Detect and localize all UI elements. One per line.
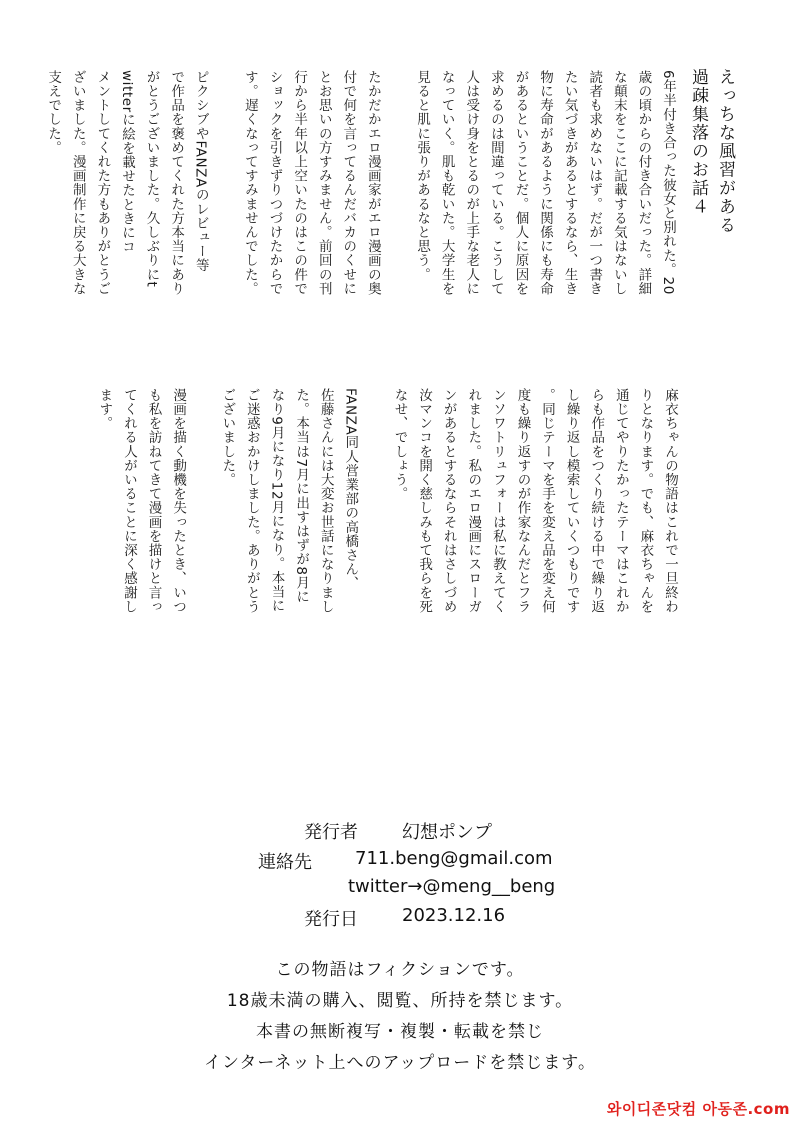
contact-email: 711.beng@gmail.com [355, 848, 553, 869]
afterword-text-top: 6年半付き合った彼女と別れた。20 歳の頃からの付き合いだった。詳細 な顛末をここに記載する気はないし 読者も求めないはず。だが一つ書き たい気づきがあるとするなら、生き 物に寿命があるように関係にも寿命 があるということだ。個人に原因を 求めるのは間違っている。こうして 人は受け身をとるのが上手な老人に なっていく。肌も乾いた。大学生を 見ると肌に張りがあるなと思う。 たかだかエロ漫画家がエロ漫画の奥 付で何を言ってるんだバカのくせに とお思いの方すみません。前回の刊 行から半年以上空いたのはこの件で ショックを引きずりつづけたからで す。遅くなってすみませんでした。 ピクシブやFANZAのレビュー等 で作品を褒めてくれた方本当にあり がとうございました。久しぶりにt witterに絵を載せたときにコ メントしてくれた方もありがとうご ざいました。漫画制作に戻る大きな 支えでした。 [45, 70, 676, 296]
watermark: 와이디존닷컴 아동존.com [606, 1100, 790, 1118]
contact-label: 連絡先 [258, 852, 312, 873]
legal-notices [0, 955, 800, 1079]
publisher-label: 発行者 [304, 822, 358, 843]
afterword-title: えっちな風習がある 過疎集落のお話４ [688, 68, 735, 235]
notice-fiction: この物語はフィクションです。 [275, 960, 525, 980]
notice-no-copy: 本書の無断複写・複製・転載を禁じ [256, 1022, 544, 1042]
date-value: 2023.12.16 [402, 905, 506, 926]
contact-twitter: twitter→@meng__beng [348, 876, 556, 897]
date-label: 発行日 [304, 909, 358, 930]
afterword-text-bottom: 麻衣ちゃんの物語はこれで一旦終わ りとなります。でも、麻衣ちゃんを 通じてやりたかったテーマはこれか らも作品をつくり続ける中で繰り返 し繰り返し模索していくつもりです 。同じテーマを手を変え品を変え何 度も繰り返すのが作家なんだとフラ ンソワトリュフォーは私に教えてく れました。私のエロ漫画にスローガ ンがあるとするならそれはさしづめ 汝マンコを開く慈しみもて我らを死 なせ、でしょう。 FANZA同人営業部の高橋さん、 佐藤さんには大変お世話になりまし た。本当は7月に出すはずが8月に なり9月になり12月になり。本当に ご迷惑おかけしました。ありがとう ございました。 漫画を描く動機を失ったとき、いつ も私を訪ねてきて漫画を描けと言っ てくれる人がいることに深く感謝し ます。 [96, 388, 678, 614]
notice-no-upload: インターネット上へのアップロードを禁じます。 [204, 1053, 596, 1073]
publisher-value: 幻想ポンプ [402, 822, 492, 843]
notice-age-restriction: 18歳未満の購入、閲覧、所持を禁じます。 [226, 991, 574, 1011]
